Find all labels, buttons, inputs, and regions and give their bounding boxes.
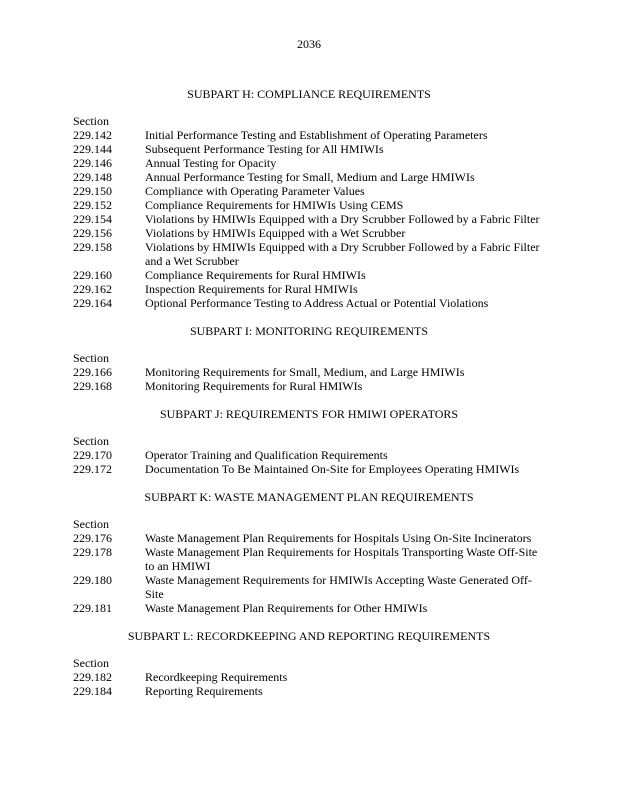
section-number: 229.156 [73, 226, 112, 240]
section-title: Monitoring Requirements for Small, Medium, and Large HMIWIs [145, 365, 465, 379]
page-number: 2036 [297, 37, 321, 51]
section-title: Compliance Requirements for HMIWIs Using CEMS [145, 198, 404, 212]
subpart-heading: SUBPART I: MONITORING REQUIREMENTS [189, 324, 429, 338]
section-number: 229.170 [73, 448, 112, 462]
section-number: 229.158 [73, 240, 112, 254]
section-title: Violations by HMIWIs Equipped with a Dry Scrubber Followed by a Fabric Filter and a Wet Scrubber [145, 240, 540, 268]
section-number: 229.172 [73, 462, 112, 476]
subpart-heading: SUBPART J: REQUIREMENTS FOR HMIWI OPERATORS [159, 407, 459, 421]
section-title: Violations by HMIWIs Equipped with a Wet Scrubber [145, 226, 406, 240]
section-row [73, 379, 573, 393]
section-number: 229.184 [73, 684, 112, 698]
section-number: 229.152 [73, 198, 112, 212]
section-row [73, 268, 573, 282]
section-title: Compliance Requirements for Rural HMIWIs [145, 268, 366, 282]
section-title: Documentation To Be Maintained On-Site for Employees Operating HMIWIs [145, 462, 520, 476]
section-title: Compliance with Operating Parameter Values [145, 184, 365, 198]
section-title: Recordkeeping Requirements [145, 670, 288, 684]
section-title: Annual Performance Testing for Small, Medium and Large HMIWIs [145, 170, 475, 184]
section-label: Section [73, 434, 109, 448]
section-row [73, 128, 573, 142]
table-of-contents [73, 87, 573, 712]
section-row [73, 226, 573, 240]
section-title: Annual Testing for Opacity [145, 156, 277, 170]
section-row [73, 684, 573, 698]
section-label: Section [73, 114, 109, 128]
section-row [73, 156, 573, 170]
section-row [73, 573, 573, 601]
subpart-heading: SUBPART L: RECORDKEEPING AND REPORTING REQUIREMENTS [127, 629, 491, 643]
section-title: Operator Training and Qualification Requirements [145, 448, 388, 462]
section-number: 229.146 [73, 156, 112, 170]
section-title: Violations by HMIWIs Equipped with a Dry Scrubber Followed by a Fabric Filter [145, 212, 540, 226]
section-title: Optional Performance Testing to Address Actual or Potential Violations [145, 296, 489, 310]
section-row [73, 545, 573, 573]
section-row [73, 601, 573, 615]
section-number: 229.181 [73, 601, 112, 615]
section-title: Waste Management Plan Requirements for Other HMIWIs [145, 601, 428, 615]
section-title: Monitoring Requirements for Rural HMIWIs [145, 379, 363, 393]
section-title: Waste Management Requirements for HMIWIs Accepting Waste Generated Off-Site [145, 573, 532, 601]
section-number: 229.154 [73, 212, 112, 226]
subpart-heading: SUBPART H: COMPLIANCE REQUIREMENTS [187, 87, 431, 101]
section-title: Reporting Requirements [145, 684, 263, 698]
subpart-heading: SUBPART K: WASTE MANAGEMENT PLAN REQUIREMENTS [144, 490, 474, 504]
section-row [73, 365, 573, 379]
section-title: Subsequent Performance Testing for All HMIWIs [145, 142, 384, 156]
section-row [73, 670, 573, 684]
section-number: 229.160 [73, 268, 112, 282]
section-label: Section [73, 517, 109, 531]
subpart-k [73, 490, 573, 615]
section-label: Section [73, 351, 109, 365]
section-number: 229.148 [73, 170, 112, 184]
section-number: 229.166 [73, 365, 112, 379]
section-title: Waste Management Plan Requirements for Hospitals Transporting Waste Off-Site to an HMIWI [145, 545, 538, 573]
section-number: 229.178 [73, 545, 112, 559]
section-row [73, 448, 573, 462]
section-row [73, 198, 573, 212]
section-number: 229.162 [73, 282, 112, 296]
section-number: 229.176 [73, 531, 112, 545]
section-number: 229.150 [73, 184, 112, 198]
subpart-j [73, 407, 573, 476]
section-row [73, 282, 573, 296]
section-row [73, 184, 573, 198]
subpart-l [73, 629, 573, 698]
section-title: Waste Management Plan Requirements for Hospitals Using On-Site Incinerators [145, 531, 532, 545]
section-number: 229.168 [73, 379, 112, 393]
section-number: 229.142 [73, 128, 112, 142]
section-number: 229.182 [73, 670, 112, 684]
section-title: Initial Performance Testing and Establishment of Operating Parameters [145, 128, 488, 142]
subpart-i [73, 324, 573, 393]
section-title: Inspection Requirements for Rural HMIWIs [145, 282, 358, 296]
section-label: Section [73, 656, 109, 670]
section-row [73, 240, 573, 268]
section-number: 229.164 [73, 296, 112, 310]
section-row [73, 531, 573, 545]
section-row [73, 142, 573, 156]
section-number: 229.180 [73, 573, 112, 587]
section-row [73, 212, 573, 226]
section-row [73, 170, 573, 184]
section-row [73, 296, 573, 310]
section-row [73, 462, 573, 476]
section-number: 229.144 [73, 142, 112, 156]
subpart-h [73, 87, 573, 310]
